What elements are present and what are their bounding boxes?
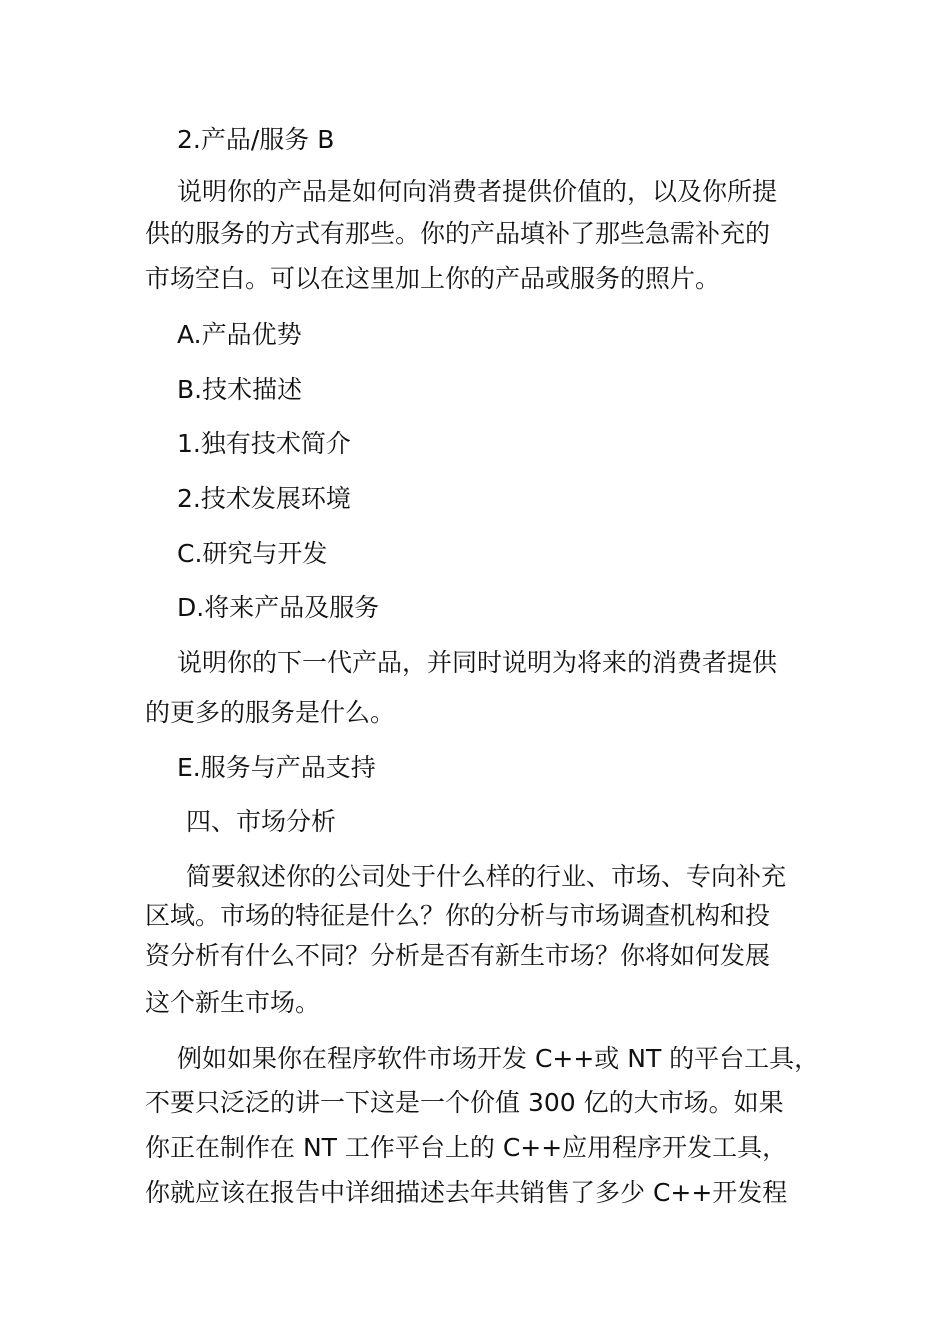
- example-paragraph-line-3: 你正在制作在 NT 工作平台上的 C++应用程序开发工具，: [145, 1133, 788, 1162]
- item-b2-heading: 2.技术发展环境: [177, 484, 351, 513]
- example-paragraph-line-1: 例如如果你在程序软件市场开发 C++或 NT 的平台工具，: [177, 1044, 820, 1073]
- product-paragraph-line-1: 说明你的产品是如何向消费者提供价值的，以及你所提: [177, 177, 778, 206]
- future-paragraph-line-2: 的更多的服务是什么。: [145, 698, 396, 727]
- product-paragraph-line-3: 市场空白。可以在这里加上你的产品或服务的照片。: [145, 264, 721, 293]
- section-market-analysis-heading: 四、市场分析: [186, 807, 337, 836]
- product-paragraph-line-2: 供的服务的方式有那些。你的产品填补了那些急需补充的: [145, 219, 771, 248]
- item-b-heading: B.技术描述: [177, 375, 303, 404]
- market-paragraph-line-4: 这个新生市场。: [145, 988, 321, 1017]
- market-paragraph-line-1: 简要叙述你的公司处于什么样的行业、市场、专向补充: [186, 862, 787, 891]
- item-d-heading: D.将来产品及服务: [177, 593, 380, 622]
- market-paragraph-line-2: 区域。市场的特征是什么？你的分析与市场调查机构和投: [145, 901, 771, 930]
- item-b1-heading: 1.独有技术简介: [177, 429, 351, 458]
- market-paragraph-line-3: 资分析有什么不同？分析是否有新生市场？你将如何发展: [145, 941, 771, 970]
- item-a-heading: A.产品优势: [177, 320, 302, 349]
- item-e-heading: E.服务与产品支持: [177, 753, 376, 782]
- product-heading: 2.产品/服务 B: [177, 125, 335, 154]
- example-paragraph-line-4: 你就应该在报告中详细描述去年共销售了多少 C++开发程: [145, 1178, 788, 1207]
- example-paragraph-line-2: 不要只泛泛的讲一下这是一个价值 300 亿的大市场。如果: [145, 1088, 784, 1117]
- future-paragraph-line-1: 说明你的下一代产品，并同时说明为将来的消费者提供: [177, 648, 778, 677]
- item-c-heading: C.研究与开发: [177, 539, 328, 568]
